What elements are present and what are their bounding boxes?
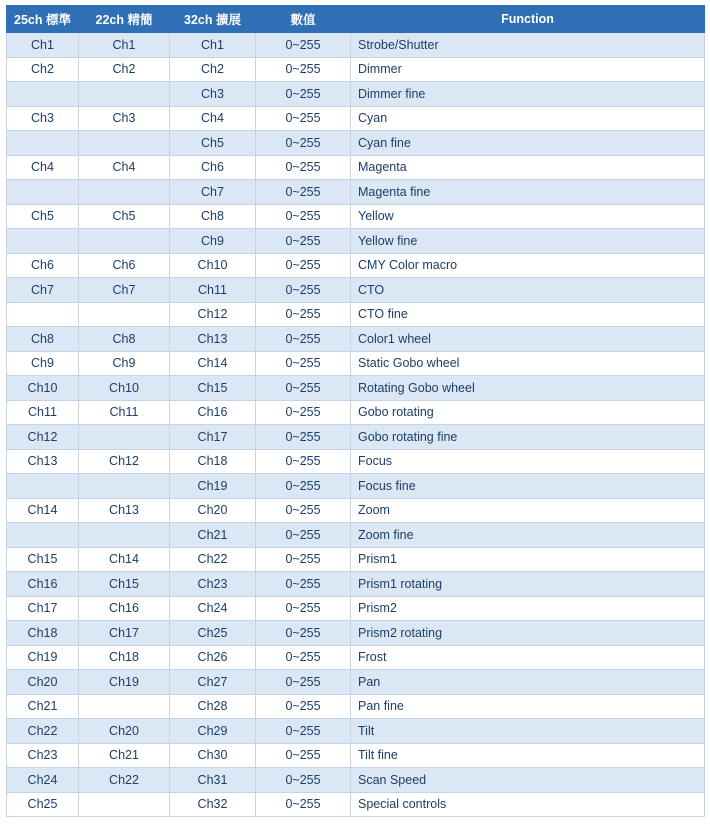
cell-22ch: Ch18: [79, 645, 170, 670]
cell-32ch: Ch4: [170, 106, 256, 131]
header-25ch-standard: 25ch 標準: [7, 6, 79, 33]
cell-32ch: Ch8: [170, 204, 256, 229]
cell-function: Gobo rotating: [351, 400, 705, 425]
cell-25ch: Ch12: [7, 425, 79, 450]
cell-value: 0~255: [256, 425, 351, 450]
cell-25ch: Ch14: [7, 498, 79, 523]
cell-value: 0~255: [256, 155, 351, 180]
cell-function: Static Gobo wheel: [351, 351, 705, 376]
cell-value: 0~255: [256, 327, 351, 352]
cell-32ch: Ch29: [170, 719, 256, 744]
table-row: [7, 302, 705, 327]
cell-function: Dimmer fine: [351, 82, 705, 107]
cell-32ch: Ch2: [170, 57, 256, 82]
cell-25ch: Ch6: [7, 253, 79, 278]
cell-25ch: [7, 523, 79, 548]
cell-function: Rotating Gobo wheel: [351, 376, 705, 401]
cell-32ch: Ch1: [170, 33, 256, 58]
cell-function: Focus fine: [351, 474, 705, 499]
cell-value: 0~255: [256, 547, 351, 572]
table-row: [7, 792, 705, 817]
cell-25ch: Ch1: [7, 33, 79, 58]
cell-25ch: [7, 229, 79, 254]
table-row: [7, 449, 705, 474]
table-row: [7, 131, 705, 156]
cell-value: 0~255: [256, 449, 351, 474]
cell-25ch: Ch25: [7, 792, 79, 817]
cell-32ch: Ch16: [170, 400, 256, 425]
cell-25ch: [7, 180, 79, 205]
cell-32ch: Ch10: [170, 253, 256, 278]
cell-22ch: Ch14: [79, 547, 170, 572]
cell-32ch: Ch9: [170, 229, 256, 254]
cell-value: 0~255: [256, 229, 351, 254]
cell-32ch: Ch3: [170, 82, 256, 107]
cell-22ch: [79, 82, 170, 107]
table-row: [7, 155, 705, 180]
cell-value: 0~255: [256, 768, 351, 793]
cell-value: 0~255: [256, 523, 351, 548]
table-row: [7, 596, 705, 621]
cell-22ch: Ch7: [79, 278, 170, 303]
table-row: [7, 694, 705, 719]
table-row: [7, 82, 705, 107]
cell-32ch: Ch23: [170, 572, 256, 597]
cell-value: 0~255: [256, 596, 351, 621]
cell-function: Scan Speed: [351, 768, 705, 793]
cell-32ch: Ch15: [170, 376, 256, 401]
cell-function: Color1 wheel: [351, 327, 705, 352]
cell-25ch: [7, 82, 79, 107]
cell-25ch: Ch15: [7, 547, 79, 572]
cell-32ch: Ch31: [170, 768, 256, 793]
table-row: [7, 180, 705, 205]
table-body: [7, 33, 705, 817]
table-row: [7, 327, 705, 352]
cell-25ch: Ch4: [7, 155, 79, 180]
table-row: [7, 376, 705, 401]
cell-32ch: Ch22: [170, 547, 256, 572]
cell-22ch: [79, 694, 170, 719]
cell-value: 0~255: [256, 670, 351, 695]
table-row: [7, 645, 705, 670]
header-value: 數值: [256, 6, 351, 33]
cell-32ch: Ch5: [170, 131, 256, 156]
cell-function: CTO fine: [351, 302, 705, 327]
table-row: [7, 229, 705, 254]
cell-value: 0~255: [256, 33, 351, 58]
cell-25ch: Ch3: [7, 106, 79, 131]
cell-value: 0~255: [256, 694, 351, 719]
cell-25ch: Ch10: [7, 376, 79, 401]
cell-32ch: Ch21: [170, 523, 256, 548]
cell-32ch: Ch17: [170, 425, 256, 450]
cell-22ch: Ch13: [79, 498, 170, 523]
cell-22ch: Ch11: [79, 400, 170, 425]
cell-32ch: Ch32: [170, 792, 256, 817]
cell-25ch: Ch19: [7, 645, 79, 670]
cell-22ch: Ch22: [79, 768, 170, 793]
cell-function: Tilt: [351, 719, 705, 744]
header-function: Function: [351, 6, 705, 33]
cell-22ch: Ch4: [79, 155, 170, 180]
table-row: [7, 621, 705, 646]
table-row: [7, 33, 705, 58]
cell-25ch: Ch8: [7, 327, 79, 352]
cell-25ch: Ch2: [7, 57, 79, 82]
table-row: [7, 498, 705, 523]
cell-25ch: Ch22: [7, 719, 79, 744]
cell-value: 0~255: [256, 82, 351, 107]
table-row: [7, 547, 705, 572]
cell-function: Gobo rotating fine: [351, 425, 705, 450]
cell-25ch: Ch18: [7, 621, 79, 646]
cell-value: 0~255: [256, 645, 351, 670]
cell-32ch: Ch14: [170, 351, 256, 376]
cell-25ch: Ch9: [7, 351, 79, 376]
cell-value: 0~255: [256, 498, 351, 523]
cell-25ch: Ch5: [7, 204, 79, 229]
dmx-channel-table: [6, 5, 705, 817]
table-row: [7, 523, 705, 548]
cell-function: Prism1: [351, 547, 705, 572]
table-row: [7, 253, 705, 278]
cell-value: 0~255: [256, 743, 351, 768]
cell-function: Strobe/Shutter: [351, 33, 705, 58]
table-row: [7, 670, 705, 695]
cell-function: Focus: [351, 449, 705, 474]
cell-value: 0~255: [256, 204, 351, 229]
table-row: [7, 204, 705, 229]
cell-value: 0~255: [256, 351, 351, 376]
table-row: [7, 106, 705, 131]
cell-32ch: Ch27: [170, 670, 256, 695]
cell-32ch: Ch24: [170, 596, 256, 621]
cell-32ch: Ch25: [170, 621, 256, 646]
cell-25ch: Ch7: [7, 278, 79, 303]
table-row: [7, 719, 705, 744]
table-row: [7, 351, 705, 376]
cell-value: 0~255: [256, 400, 351, 425]
cell-25ch: Ch23: [7, 743, 79, 768]
cell-22ch: Ch15: [79, 572, 170, 597]
cell-25ch: Ch24: [7, 768, 79, 793]
table-row: [7, 278, 705, 303]
cell-32ch: Ch13: [170, 327, 256, 352]
cell-function: Yellow: [351, 204, 705, 229]
cell-function: Frost: [351, 645, 705, 670]
cell-value: 0~255: [256, 57, 351, 82]
cell-function: Prism2: [351, 596, 705, 621]
cell-25ch: Ch16: [7, 572, 79, 597]
cell-value: 0~255: [256, 621, 351, 646]
table-row: [7, 474, 705, 499]
cell-value: 0~255: [256, 278, 351, 303]
cell-32ch: Ch6: [170, 155, 256, 180]
table-row: [7, 572, 705, 597]
cell-function: Magenta: [351, 155, 705, 180]
header-32ch-extended: 32ch 擴展: [170, 6, 256, 33]
cell-22ch: Ch17: [79, 621, 170, 646]
dmx-channel-table-container: [6, 5, 704, 817]
cell-22ch: Ch16: [79, 596, 170, 621]
cell-function: Zoom fine: [351, 523, 705, 548]
cell-function: Prism2 rotating: [351, 621, 705, 646]
cell-value: 0~255: [256, 572, 351, 597]
cell-25ch: [7, 302, 79, 327]
cell-function: Cyan: [351, 106, 705, 131]
cell-22ch: [79, 180, 170, 205]
cell-function: Pan: [351, 670, 705, 695]
cell-22ch: Ch9: [79, 351, 170, 376]
cell-22ch: Ch5: [79, 204, 170, 229]
cell-22ch: Ch21: [79, 743, 170, 768]
cell-function: Prism1 rotating: [351, 572, 705, 597]
cell-22ch: [79, 131, 170, 156]
header-22ch-compact: 22ch 精簡: [79, 6, 170, 33]
table-row: [7, 400, 705, 425]
cell-22ch: Ch10: [79, 376, 170, 401]
cell-22ch: [79, 425, 170, 450]
cell-22ch: Ch12: [79, 449, 170, 474]
cell-32ch: Ch30: [170, 743, 256, 768]
cell-value: 0~255: [256, 106, 351, 131]
cell-function: CMY Color macro: [351, 253, 705, 278]
cell-function: Zoom: [351, 498, 705, 523]
cell-22ch: Ch8: [79, 327, 170, 352]
cell-32ch: Ch20: [170, 498, 256, 523]
cell-function: Dimmer: [351, 57, 705, 82]
header-row: [7, 6, 705, 33]
cell-25ch: Ch20: [7, 670, 79, 695]
table-row: [7, 743, 705, 768]
cell-value: 0~255: [256, 180, 351, 205]
table-row: [7, 768, 705, 793]
cell-25ch: Ch17: [7, 596, 79, 621]
cell-32ch: Ch18: [170, 449, 256, 474]
cell-value: 0~255: [256, 131, 351, 156]
cell-function: Magenta fine: [351, 180, 705, 205]
cell-25ch: Ch13: [7, 449, 79, 474]
cell-value: 0~255: [256, 253, 351, 278]
cell-22ch: Ch1: [79, 33, 170, 58]
cell-function: Special controls: [351, 792, 705, 817]
cell-25ch: [7, 474, 79, 499]
table-header: [7, 6, 705, 33]
cell-value: 0~255: [256, 474, 351, 499]
cell-22ch: Ch3: [79, 106, 170, 131]
cell-function: Tilt fine: [351, 743, 705, 768]
cell-25ch: [7, 131, 79, 156]
cell-32ch: Ch12: [170, 302, 256, 327]
cell-22ch: Ch2: [79, 57, 170, 82]
cell-32ch: Ch28: [170, 694, 256, 719]
cell-32ch: Ch26: [170, 645, 256, 670]
cell-value: 0~255: [256, 792, 351, 817]
cell-22ch: Ch6: [79, 253, 170, 278]
cell-32ch: Ch19: [170, 474, 256, 499]
cell-25ch: Ch11: [7, 400, 79, 425]
cell-25ch: Ch21: [7, 694, 79, 719]
cell-22ch: [79, 302, 170, 327]
cell-function: Cyan fine: [351, 131, 705, 156]
table-row: [7, 425, 705, 450]
cell-32ch: Ch11: [170, 278, 256, 303]
cell-function: Pan fine: [351, 694, 705, 719]
cell-value: 0~255: [256, 376, 351, 401]
cell-22ch: [79, 792, 170, 817]
cell-22ch: [79, 523, 170, 548]
cell-value: 0~255: [256, 719, 351, 744]
cell-value: 0~255: [256, 302, 351, 327]
table-row: [7, 57, 705, 82]
cell-function: Yellow fine: [351, 229, 705, 254]
cell-22ch: Ch20: [79, 719, 170, 744]
cell-32ch: Ch7: [170, 180, 256, 205]
cell-function: CTO: [351, 278, 705, 303]
cell-22ch: [79, 474, 170, 499]
cell-22ch: [79, 229, 170, 254]
cell-22ch: Ch19: [79, 670, 170, 695]
